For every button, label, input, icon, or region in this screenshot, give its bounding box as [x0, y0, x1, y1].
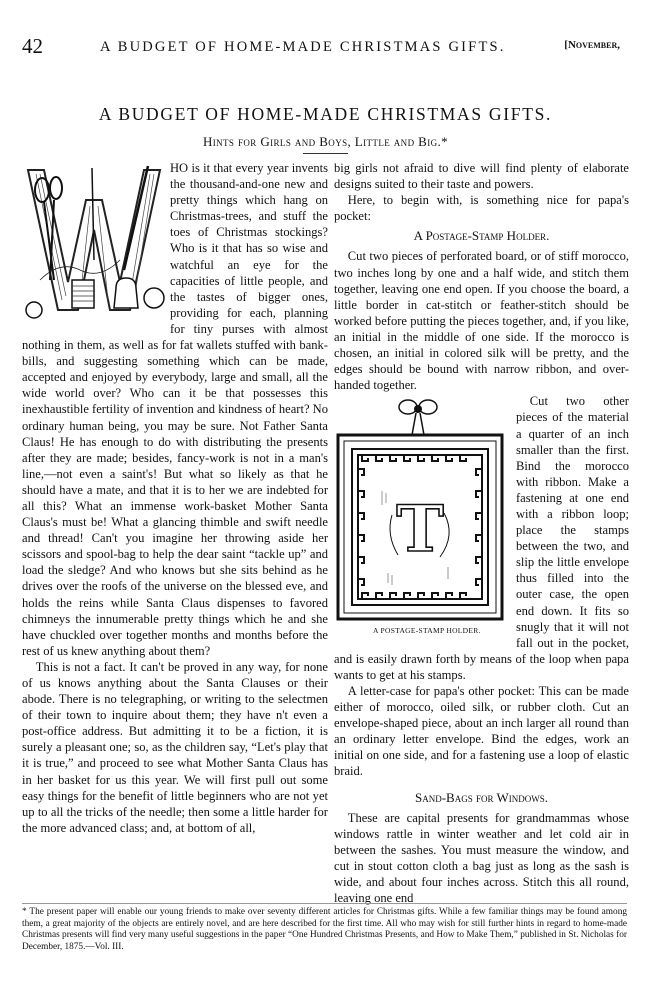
page-number: 42 [22, 34, 43, 58]
sewing-tools-w-icon [20, 160, 168, 328]
section-heading: Sand-Bags for Windows. [414, 789, 549, 805]
column-left [22, 160, 328, 836]
title-rule [303, 153, 348, 154]
paragraph-text: Cut two other pieces of the material a quarter of an inch smaller than the first. Bind the morocco with ribbon. Make a fastening at one end with a ribbon loop; place the stamps between the two, and slip the little envelope thus filled into the outer case, the open end down. It fits so snugly that it will not fall out in the pocket, and is easily drawn forth by means of the loop when papa wants to get at his stamps. [334, 394, 629, 682]
paragraph [334, 393, 629, 683]
section-heading: A Postage-Stamp Holder. [413, 228, 550, 244]
postage-stamp-holder-illustration [332, 395, 508, 621]
figure-caption: A POSTAGE-STAMP HOLDER. [373, 626, 481, 636]
footnote: * The present paper will enable our young friends to make over seventy different articles for Christmas gifts. While a few familiar things may be found among them, a great majority of the objects are entirely novel, and are here described for the first time. All who may wish for still further hints in regard to home-made Christmas presents will find very many useful suggestions in the paper “One Hundred Christmas Presents, and How to Make Them,” published in St. Nicholas for December, 1875.—Vol. III. [22, 903, 627, 953]
paragraph: A letter-case for papa's other pocket: This can be made either of morocco, oiled silk, or rubber cloth. Cut an envelope-shaped piece, about an inch larger all round than an ordinary letter envelope. Bind the edges, work an initial on one side, and for a fastening use a loop of elastic braid. [334, 684, 629, 779]
postage-stamp-holder-figure [332, 395, 508, 643]
paragraph: HO is it that every year invents the thousand-and-one new and pretty things which hang on Christmas-trees, and stuff the toes of Christmas stockings? Who is it that has so wise and watchful an eye for the capacities of little people, and the tastes of bigger ones, providing for each, planning for tiny purses with almost nothing in them, as well as for fat wallets stuffed with bank-bills, and suggesting something which can be made, accepted and enjoyed by everybody, large and small, all the wide world over? Who can it be that possesses this inexhaustible fertility of invention and kindness of heart? No ordinary human being, you may be sure. Not Father Santa Claus! He has enough to do with distributing the presents after they are made; besides, fancy-work is not in a man's line,—not even a saint's! But what so likely as that he should have a mate, and that it is to her we are indebted for all this? What an immense work-basket Mother Santa Claus's must be! What a glancing thimble and swift needle and thread! Can't you imagine her throwing aside her scissors and spool-bag to help the dear saint “tackle up” and load the sledge? And who knows but she sits behind as he drives over the roofs of the universe on the blessed eve, and holds the reins while Santa Claus dispenses to favored chimneys the innumerable pretty things which he and she have chuckled over together months and months before the rest of us knew anything about them? [22, 161, 328, 658]
paragraph: This is not a fact. It can't be proved in any way, for none of us knows anything about the Santa Clauses or their abode. There is no telegraphing, or writing to the selectmen of their town to inquire about them; they have n't even a post-office address. But admitting it to be a fiction, it is surely a pleasant one; so, as the children say, “Let's play that it is true,” and proceed to see what Mother Santa Claus has in her basket for us this year. We will first pull out some easy things for the benefit of little beginners who are not yet up to all the tricks of the needle; then some a little harder for the more advanced class; and, at bottom of all, [22, 659, 328, 835]
paragraph: These are capital presents for grandmammas whose windows rattle in winter weather and let cold air in between the sashes. You must measure the window, and cut in stout cotton cloth a bag just as long as the sash is wide, and about four inches across. Stitch this all round, leaving one end [334, 810, 629, 906]
paragraph: Here, to begin with, is something nice for papa's pocket: [334, 193, 629, 224]
running-title: A BUDGET OF HOME-MADE CHRISTMAS GIFTS. [100, 39, 506, 55]
paragraph: Cut two pieces of perforated board, or of stiff morocco, two inches long by one and a half wide, and stitch them together, leaving one end open. If you choose the board, a little border in cat-stitch or feather-stitch should be worked before putting the pieces together, and, if you like, an initial in the middle of one side. If the morocco is chosen, an initial in colored silk will be pretty, and the edges should be bound with narrow ribbon, and over-handed together. [334, 249, 629, 393]
issue-month: [November, [564, 39, 620, 51]
drop-cap-w-illustration [20, 160, 168, 328]
svg-text:T: T [396, 492, 444, 568]
paragraph: big girls not afraid to dive will find plenty of elaborate designs suited to their taste and powers. [334, 161, 629, 192]
running-header [22, 34, 620, 56]
article-subtitle: Hints for Girls and Boys, Little and Big.* [202, 134, 449, 149]
column-right [334, 160, 629, 906]
article-title: A BUDGET OF HOME-MADE CHRISTMAS GIFTS. [98, 104, 553, 124]
